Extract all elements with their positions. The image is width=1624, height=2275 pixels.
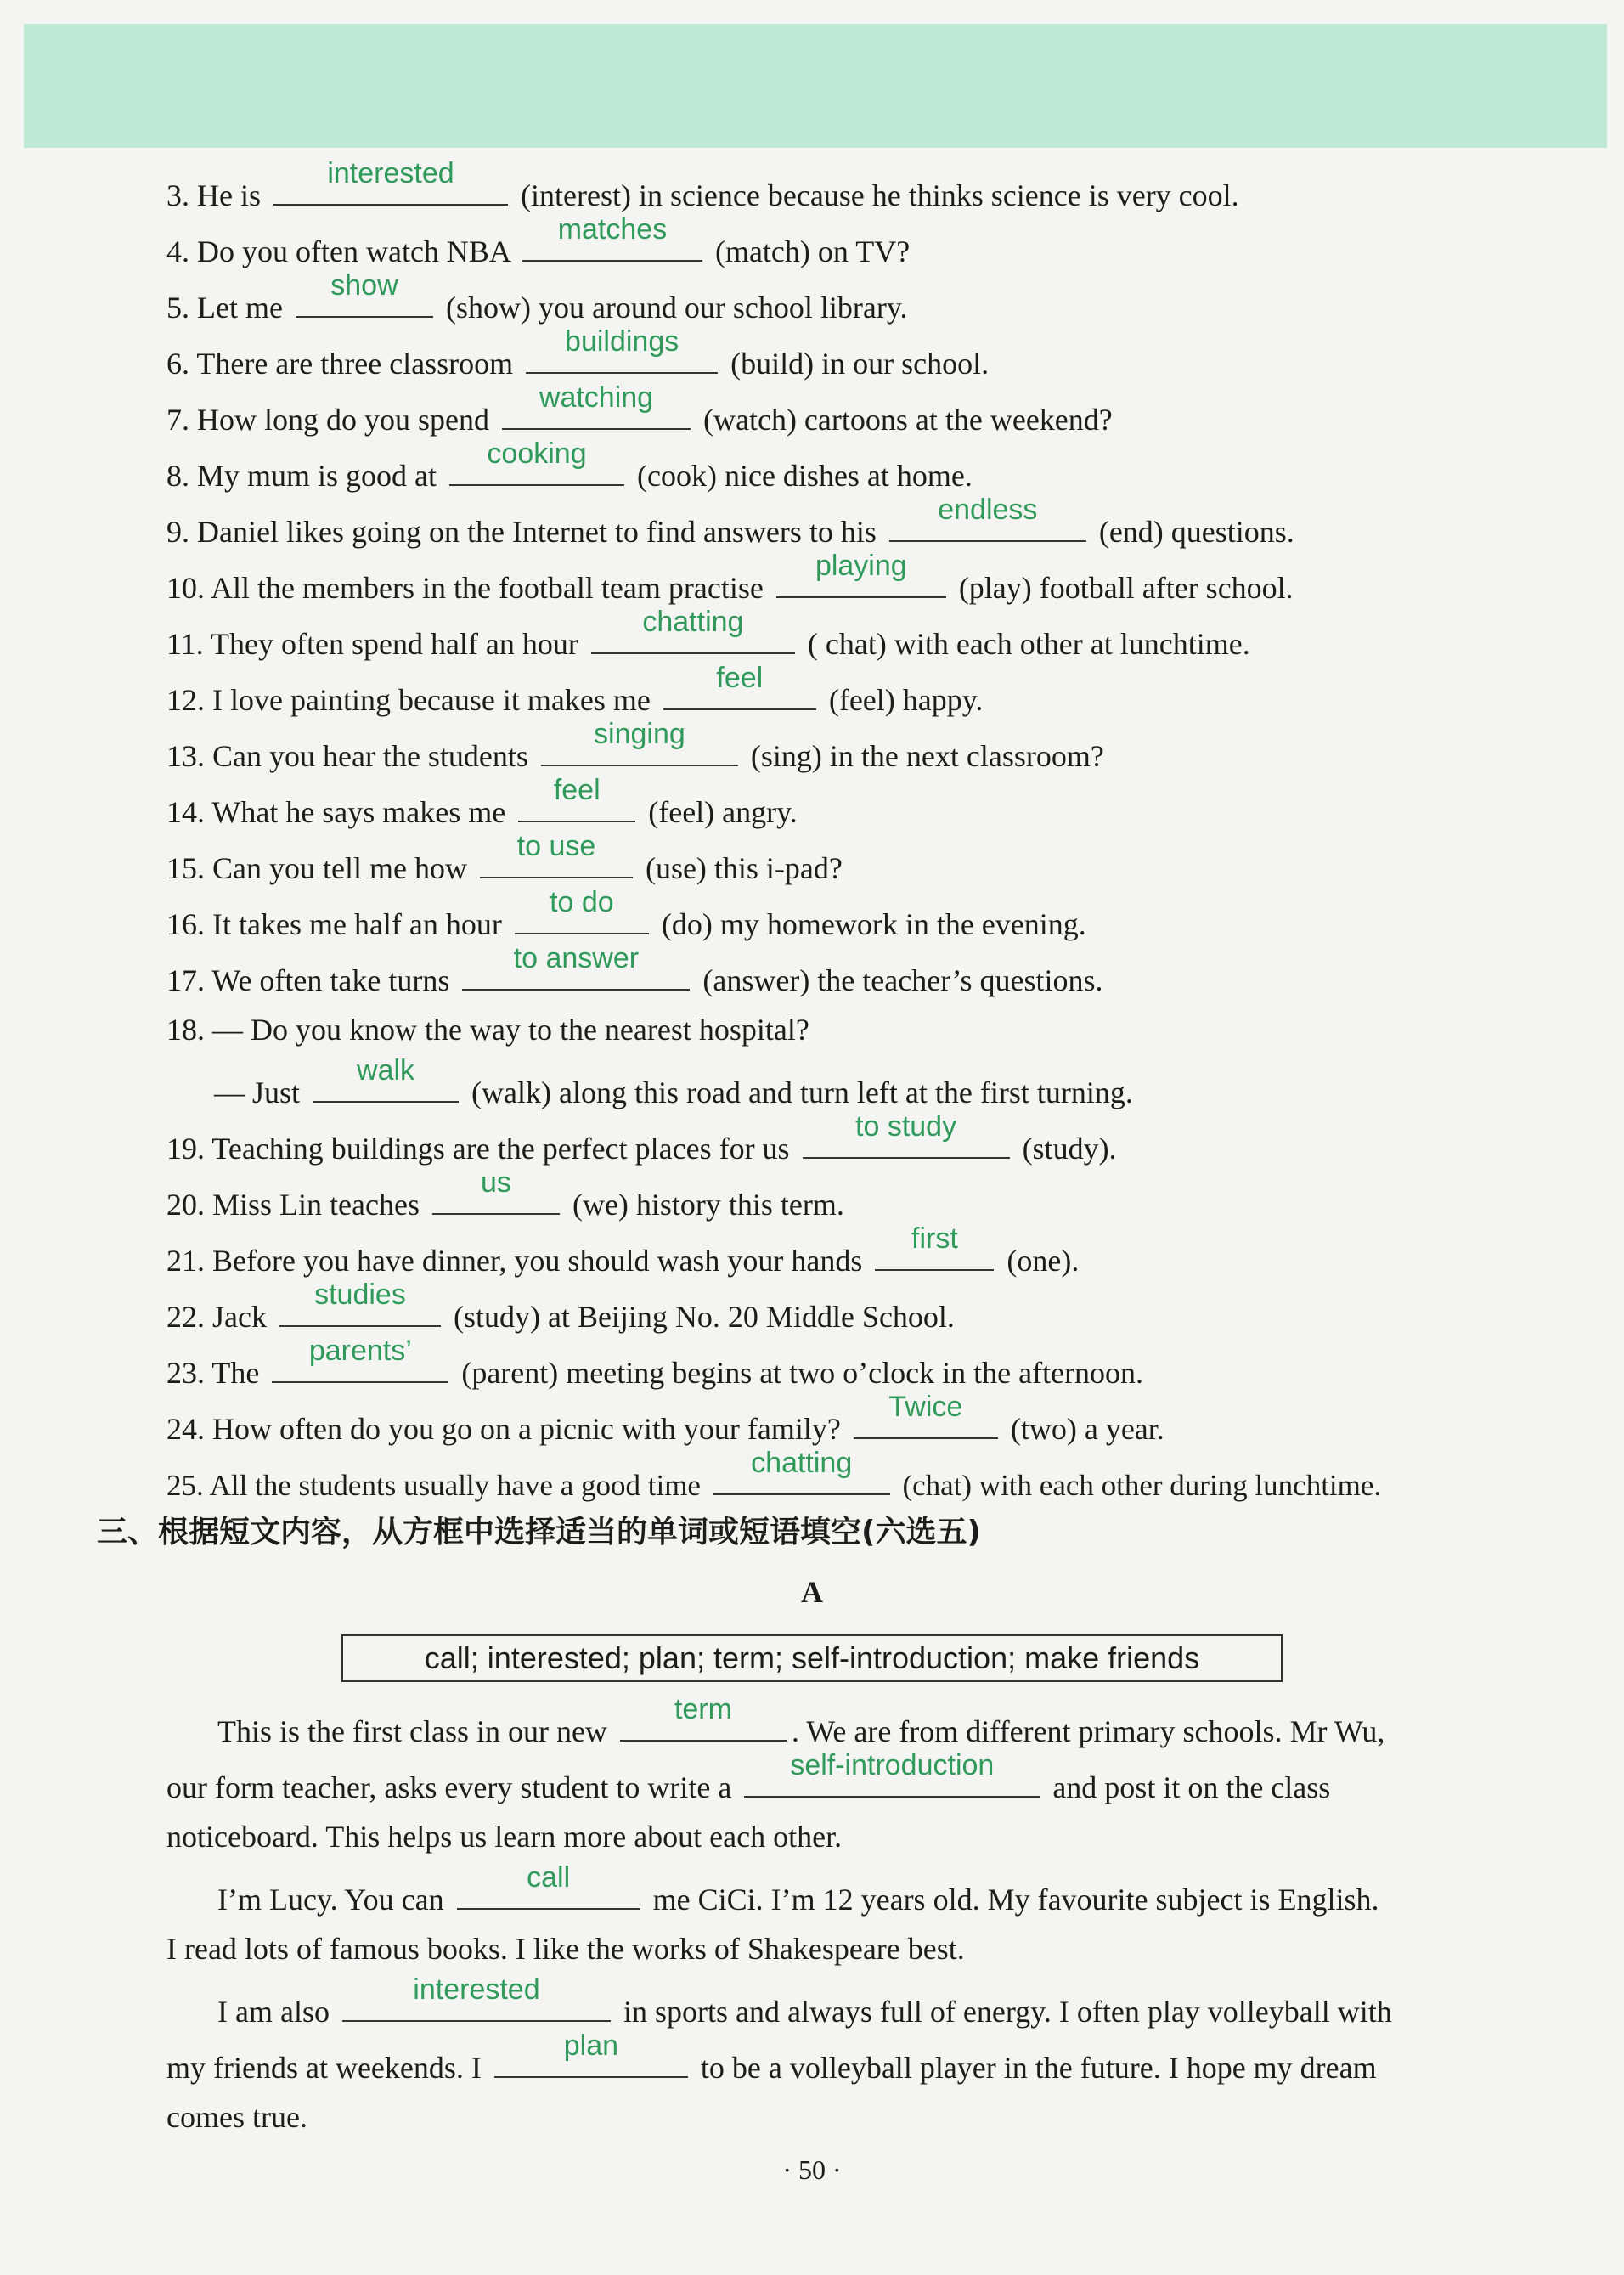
answer-blank[interactable]	[776, 550, 946, 598]
answer-text: self-introduction	[790, 1749, 995, 1781]
exercise-text: (use) this i-pad?	[645, 851, 843, 885]
answer-blank[interactable]	[273, 157, 508, 206]
exercise-6	[166, 325, 990, 382]
answer-blank[interactable]	[432, 1166, 560, 1215]
passage-text: me CiCi. I’m 12 years old. My favourite subject is English.	[652, 1883, 1379, 1917]
exercise-15	[166, 830, 843, 887]
exercise-text: (show) you around our school library.	[445, 291, 908, 325]
passage-text: noticeboard. This helps us learn more about each other.	[166, 1820, 843, 1854]
exercise-22	[166, 1279, 955, 1335]
answer-blank[interactable]	[502, 381, 691, 430]
answer-blank[interactable]	[462, 942, 690, 991]
exercise-9	[166, 494, 1294, 550]
passage-text: and post it on the class	[1052, 1770, 1331, 1804]
exercise-text: (two) a year.	[1010, 1412, 1164, 1446]
exercise-21	[166, 1222, 1080, 1279]
answer-blank[interactable]	[875, 1222, 994, 1271]
page-number: · 50 ·	[782, 2154, 842, 2185]
answer-blank[interactable]	[494, 2029, 688, 2078]
passage-line	[166, 2098, 307, 2136]
exercise-16	[166, 886, 1086, 943]
exercise-text: (parent) meeting begins at two o’clock in the afternoon.	[461, 1356, 1144, 1390]
exercise-text: (answer) the teacher’s questions.	[702, 963, 1103, 997]
exercise-number: 19.	[166, 1132, 205, 1166]
answer-text: chatting	[642, 606, 744, 638]
exercise-number: 11.	[166, 627, 204, 661]
exercise-18-reply	[214, 1054, 1133, 1111]
exercise-7	[166, 381, 1113, 438]
answer-blank[interactable]	[620, 1693, 787, 1742]
exercise-text: ( chat) with each other at lunchtime.	[807, 627, 1250, 661]
answer-blank[interactable]	[744, 1749, 1040, 1798]
exercise-number: 24.	[166, 1412, 205, 1446]
answer-blank[interactable]	[313, 1054, 459, 1103]
exercise-number: 7.	[166, 403, 189, 437]
exercise-number: 13.	[166, 739, 205, 773]
exercise-24	[166, 1391, 1164, 1448]
exercise-text: What he says makes me	[211, 795, 506, 829]
exercise-text: (feel) angry.	[648, 795, 798, 829]
answer-text: studies	[314, 1279, 406, 1311]
exercise-number: 4.	[166, 234, 189, 268]
exercise-number: 23.	[166, 1356, 205, 1390]
exercise-text: (sing) in the next classroom?	[750, 739, 1104, 773]
answer-text: to answer	[513, 942, 640, 974]
exercise-text: Can you tell me how	[212, 851, 467, 885]
exercise-number: 16.	[166, 907, 205, 941]
exercise-text: (walk) along this road and turn left at the first turning.	[471, 1075, 1133, 1109]
passage-text: our form teacher, asks every student to write a	[166, 1770, 732, 1804]
exercise-text: — Just	[214, 1075, 301, 1109]
exercise-text: They often spend half an hour	[211, 627, 578, 661]
answer-text: to do	[550, 886, 614, 918]
exercise-text: (do) my homework in the evening.	[661, 907, 1086, 941]
answer-blank[interactable]	[854, 1391, 998, 1439]
exercise-number: 18.	[166, 1013, 205, 1047]
exercise-text: (end) questions.	[1098, 515, 1294, 549]
exercise-number: 5.	[166, 291, 189, 325]
exercise-text: All the students usually have a good time	[209, 1469, 701, 1502]
exercise-text: The	[211, 1356, 260, 1390]
exercise-number: 14.	[166, 795, 205, 829]
exercise-8	[166, 438, 973, 494]
exercise-number: 20.	[166, 1188, 205, 1222]
answer-text: first	[911, 1222, 958, 1255]
exercise-text: Miss Lin teaches	[212, 1188, 420, 1222]
exercise-text: Teaching buildings are the perfect places for us	[211, 1132, 790, 1166]
exercise-17	[166, 942, 1103, 999]
passage-text: . We are from different primary schools. Mr Wu,	[791, 1714, 1385, 1748]
exercise-text: It takes me half an hour	[212, 907, 502, 941]
answer-blank[interactable]	[279, 1279, 441, 1327]
exercise-text: (we) history this term.	[572, 1188, 844, 1222]
answer-blank[interactable]	[541, 718, 738, 766]
exercise-text: (play) football after school.	[958, 571, 1294, 605]
exercise-3	[166, 157, 1239, 214]
answer-blank[interactable]	[526, 325, 718, 374]
passage-text: I am also	[217, 1995, 330, 2029]
answer-blank[interactable]	[272, 1335, 448, 1383]
exercise-text: (interest) in science because he thinks science is very cool.	[521, 178, 1239, 212]
answer-blank[interactable]	[713, 1447, 890, 1495]
answer-blank[interactable]	[522, 213, 702, 262]
exercise-number: 10.	[166, 571, 205, 605]
exercise-number: 22.	[166, 1300, 205, 1334]
exercise-text: (watch) cartoons at the weekend?	[703, 403, 1113, 437]
answer-text: feel	[716, 662, 764, 694]
exercise-text: — Do you know the way to the nearest hospital?	[212, 1013, 809, 1047]
exercise-text: My mum is good at	[197, 459, 437, 493]
answer-blank[interactable]	[515, 886, 649, 934]
exercise-25	[166, 1447, 1382, 1504]
answer-text: matches	[557, 213, 668, 246]
answer-text: Twice	[888, 1391, 963, 1423]
answer-blank[interactable]	[457, 1861, 640, 1910]
exercise-text: How long do you spend	[197, 403, 489, 437]
exercise-13	[166, 718, 1104, 775]
exercise-text: Can you hear the students	[212, 739, 528, 773]
answer-blank[interactable]	[663, 662, 816, 710]
answer-text: show	[330, 269, 398, 302]
passage-line	[217, 1693, 1385, 1750]
exercise-20	[166, 1166, 844, 1223]
answer-text: buildings	[565, 325, 679, 358]
exercise-text: We often take turns	[211, 963, 450, 997]
exercise-text: Do you often watch NBA	[197, 234, 510, 268]
exercise-4	[166, 213, 911, 270]
exercise-text: (study) at Beijing No. 20 Middle School.	[453, 1300, 955, 1334]
exercise-14	[166, 774, 798, 831]
exercise-number: 6.	[166, 347, 189, 381]
section-title: 三、根据短文内容，从方框中选择适当的单词或短语填空(六选五)	[97, 1515, 981, 1550]
answer-text: endless	[938, 494, 1038, 526]
passage-text: comes true.	[166, 2100, 307, 2134]
answer-blank[interactable]	[591, 606, 795, 654]
exercise-18	[166, 1011, 809, 1048]
passage-text: to be a volleyball player in the future. I hope my dream	[700, 2051, 1377, 2085]
passage-text: my friends at weekends. I	[166, 2051, 482, 2085]
answer-text: cooking	[487, 438, 587, 470]
answer-blank[interactable]	[296, 269, 433, 318]
exercise-11	[166, 606, 1250, 663]
answer-text: parents’	[308, 1335, 412, 1367]
passage-line	[217, 1861, 1379, 1918]
exercise-text: There are three classroom	[196, 347, 514, 381]
exercise-number: 15.	[166, 851, 205, 885]
exercise-number: 17.	[166, 963, 205, 997]
exercise-12	[166, 662, 984, 719]
exercise-5	[166, 269, 908, 326]
answer-blank[interactable]	[889, 494, 1086, 542]
passage-line	[166, 1749, 1331, 1806]
exercise-text: (chat) with each other during lunchtime.	[902, 1469, 1382, 1502]
exercise-text: (match) on TV?	[714, 234, 911, 268]
answer-text: chatting	[751, 1447, 853, 1479]
passage-text: in sports and always full of energy. I often play volleyball with	[623, 1995, 1392, 2029]
answer-text: term	[674, 1693, 732, 1725]
passage-line	[166, 2029, 1377, 2086]
word-box: call; interested; plan; term; self-introduction; make friends	[341, 1634, 1283, 1682]
answer-text: plan	[563, 2029, 619, 2062]
passage-line	[166, 1818, 842, 1855]
passage-line	[217, 1973, 1392, 2030]
answer-text: us	[480, 1166, 511, 1199]
answer-blank[interactable]	[803, 1110, 1010, 1159]
answer-text: interested	[327, 157, 454, 189]
exercise-text: (build) in our school.	[730, 347, 990, 381]
exercise-text: Before you have dinner, you should wash your hands	[212, 1244, 863, 1278]
answer-text: watching	[539, 381, 654, 414]
exercise-number: 21.	[166, 1244, 205, 1278]
exercise-number: 12.	[166, 683, 205, 717]
answer-text: to study	[855, 1110, 957, 1143]
answer-text: singing	[594, 718, 685, 750]
answer-blank[interactable]	[449, 438, 624, 486]
exercise-text: All the members in the football team practise	[211, 571, 764, 605]
passage-text: This is the first class in our new	[217, 1714, 607, 1748]
exercise-text: How often do you go on a picnic with your family?	[212, 1412, 841, 1446]
passage-text: I’m Lucy. You can	[217, 1883, 444, 1917]
answer-blank[interactable]	[518, 774, 635, 822]
answer-text: interested	[413, 1973, 540, 2006]
exercise-23	[166, 1335, 1144, 1392]
exercise-text: Daniel likes going on the Internet to find answers to his	[197, 515, 877, 549]
passage-text: I read lots of famous books. I like the works of Shakespeare best.	[166, 1932, 965, 1966]
exercise-text: I love painting because it makes me	[212, 683, 651, 717]
exercise-text: (study).	[1022, 1132, 1117, 1166]
answer-text: walk	[357, 1054, 415, 1087]
exercise-text: Jack	[212, 1300, 267, 1334]
exercise-19	[166, 1110, 1117, 1167]
exercise-text: Let me	[197, 291, 283, 325]
answer-text: playing	[815, 550, 907, 582]
answer-blank[interactable]	[480, 830, 633, 878]
exercise-10	[166, 550, 1294, 607]
exercise-text: He is	[197, 178, 261, 212]
exercise-number: 3.	[166, 178, 189, 212]
exercise-text: (feel) happy.	[828, 683, 984, 717]
exercise-number: 25.	[166, 1469, 204, 1502]
answer-text: call	[527, 1861, 571, 1894]
exercise-number: 9.	[166, 515, 189, 549]
answer-text: feel	[553, 774, 601, 806]
answer-blank[interactable]	[342, 1973, 611, 2022]
exercise-text: (cook) nice dishes at home.	[637, 459, 973, 493]
exercise-number: 8.	[166, 459, 189, 493]
exercise-text: (one).	[1007, 1244, 1080, 1278]
passage-line	[166, 1930, 965, 1967]
passage-label: A	[801, 1575, 823, 1609]
answer-text: to use	[516, 830, 596, 862]
